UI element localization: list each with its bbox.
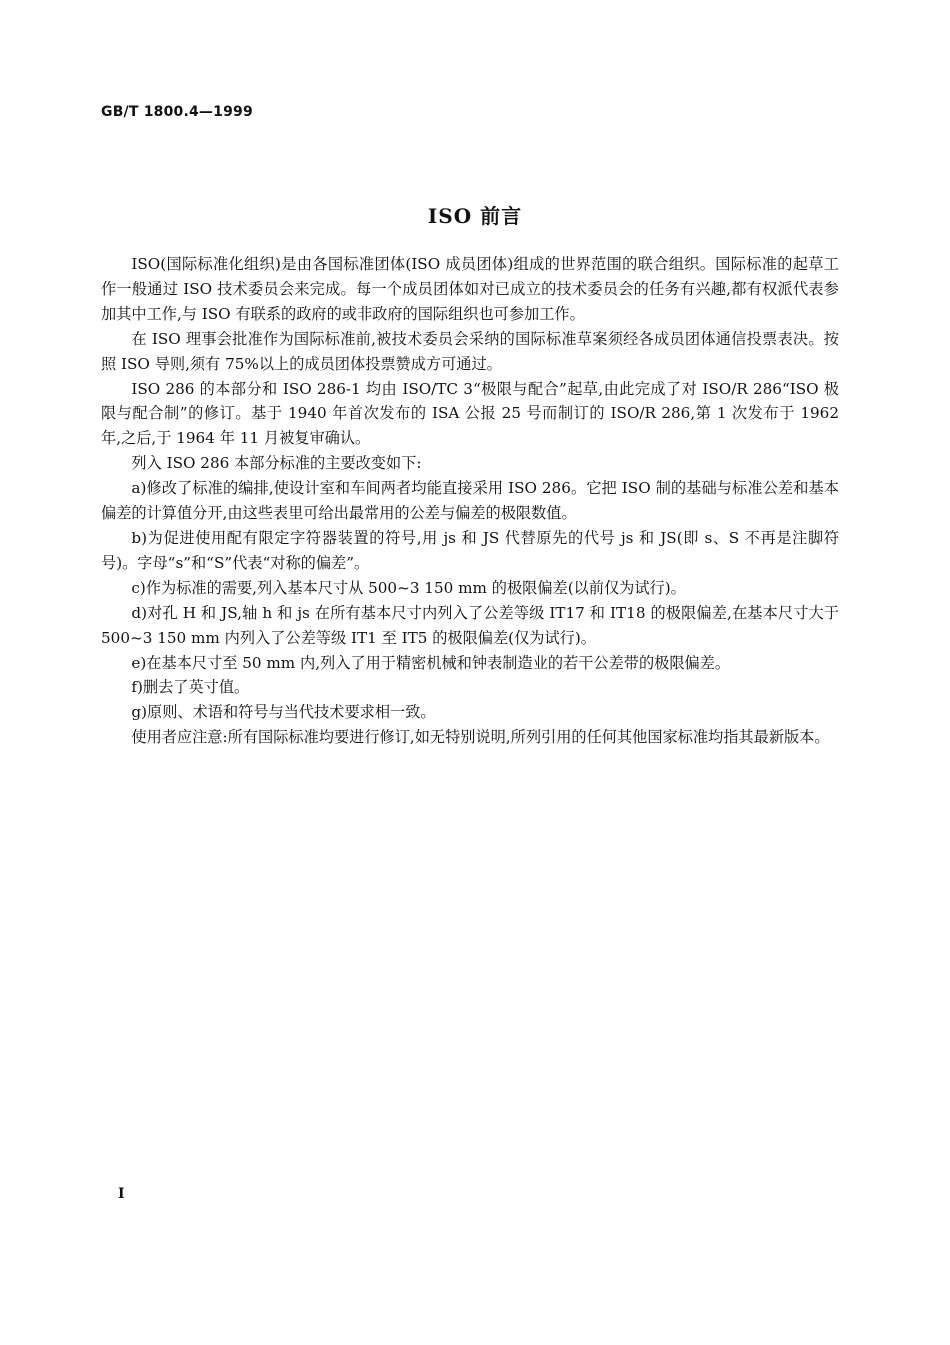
list-item-d: d)对孔 H 和 JS,轴 h 和 js 在所有基本尺寸内列入了公差等级 IT17 和 IT18 的极限偏差,在基本尺寸大于 500~3 150 mm 内列入了公差等级 IT1 至 IT5 的极限偏差(仅为试行)。 — [101, 603, 839, 647]
page-number: I — [118, 1186, 125, 1202]
paragraph-changes-intro: 列入 ISO 286 本部分标准的主要改变如下: — [131, 454, 422, 473]
list-item-a: a)修改了标准的编排,使设计室和车间两者均能直接采用 ISO 286。它把 ISO 制的基础与标准公差和基本偏差的计算值分开,由这些表里可给出最常用的公差与偏差的极限数值。 — [101, 479, 839, 523]
paragraph-user-note: 使用者应注意:所有国际标准均要进行修订,如无特别说明,所列引用的任何其他国家标准均指其最新版本。 — [131, 728, 830, 747]
standard-code: GB/T 1800.4—1999 — [101, 104, 253, 120]
paragraph-iso-intro: ISO(国际标准化组织)是由各国标准团体(ISO 成员团体)组成的世界范围的联合组织。国际标准的起草工作一般通过 ISO 技术委员会来完成。每一个成员团体如对已成立的技术委员会的任务有兴趣,都有权派代表参加其中工作,与 ISO 有联系的政府的或非政府的国际组织也可参加工作。 — [101, 255, 839, 323]
page-title: ISO 前言 — [427, 204, 523, 228]
paragraph-history: ISO 286 的本部分和 ISO 286-1 均由 ISO/TC 3“极限与配合”起草,由此完成了对 ISO/R 286“ISO 极限与配合制”的修订。基于 1940 年首次发布的 ISA 公报 25 号而制订的 ISO/R 286,第 1 次发布于 1962 年,之后,于 1964 年 11 月被复审确认。 — [101, 379, 839, 448]
paragraph-voting: 在 ISO 理事会批准作为国际标准前,被技术委员会采纳的国际标准草案须经各成员团体通信投票表决。按照 ISO 导则,须有 75%以上的成员团体投票赞成方可通过。 — [101, 329, 839, 373]
body-text — [101, 252, 839, 750]
list-item-b: b)为促进使用配有限定字符器装置的符号,用 js 和 JS 代替原先的代号 js 和 JS(即 s、S 不再是注脚符号)。字母“s”和“S”代表“对称的偏差”。 — [101, 528, 839, 572]
list-item-f: f)删去了英寸值。 — [131, 678, 250, 697]
list-item-e: e)在基本尺寸至 50 mm 内,列入了用于精密机械和钟表制造业的若干公差带的极限偏差。 — [131, 653, 731, 672]
list-item-g: g)原则、术语和符号与当代技术要求相一致。 — [131, 703, 436, 722]
list-item-c: c)作为标准的需要,列入基本尺寸从 500~3 150 mm 的极限偏差(以前仅为试行)。 — [131, 578, 686, 597]
